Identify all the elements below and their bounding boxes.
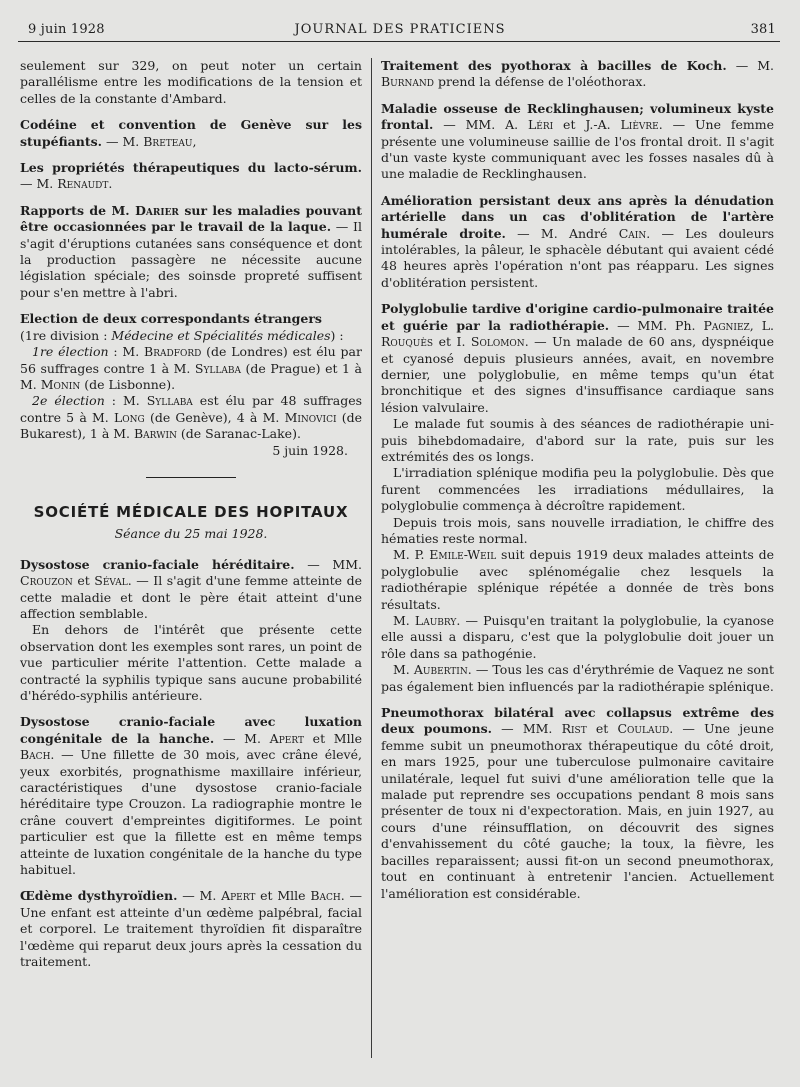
society-heading: SOCIÉTÉ MÉDICALE DES HOPITAUX — [33, 502, 349, 521]
left-column — [20, 58, 362, 981]
entry-pyothorax: Traitement des pyothorax à bacilles de Koch. — M. Burnand prend la défense de l'oléothorax. — [381, 58, 774, 90]
header-rule — [18, 41, 780, 42]
dateline: 5 juin 1928. — [272, 442, 348, 458]
author-name: Renaudt — [57, 176, 109, 192]
entry-recklinghausen: Maladie osseuse de Recklinghausen; volumineux kyste frontal. — MM. A. Léri et J.-A. Lièvre. — Une femme présente une volumineuse saillie de l'os frontal droit. Il s'agit d'un vaste kyste communiquant avec les fosses nasales dû à une maladie de Recklinghausen. — [381, 100, 774, 182]
entry-title: Codéine et convention de Genève sur les stupéfiants. — [20, 117, 362, 149]
entry-darier — [20, 203, 362, 301]
entry-lacto-serum: Les propriétés thérapeutiques du lacto-sérum. — M. Renaudt. — [20, 160, 362, 192]
entry-pneumothorax: Pneumothorax bilatéral avec collapsus extrême des deux poumons. — MM. Rist et Coulaud. — Une jeune femme subit un pneumothorax thérapeutique du côté droit, en mars 1925, pour une tuberculose pulmonaire cavitaire unilatérale, lequel fut suivi d'une amélioration telle que la malade put reprendre ses occupations pendant 8 mois sans présenter de toux ni d'expectoration. Mais, en juin 1927, au cours d'une réinsufflation, on découvrit des signes d'envahissement du côté gauche; la toux, la fièvre, les bacilles reparaissent; aussi fit-on un second pneumothorax, tout en continuant à entretenir l'ancien. Actuellement l'amélioration est considérable. — [381, 705, 774, 901]
entry-title: Rapports de M. Darier sur les maladies pouvant être occasionnées par le travail de la laque. — [20, 202, 362, 235]
section-separator — [146, 477, 236, 478]
entry-text: — Il s'agit d'éruptions cutanées sans conséquence et dont la production passagère ne nécessite aucune législation spéciale; des soinsde propreté suffisent pour s'en mettre à l'abri. — [20, 219, 362, 300]
entry-title: Les propriétés thérapeutiques du lacto-sérum. — [20, 160, 362, 176]
entry-election — [20, 311, 362, 459]
entry-polyglobulie: Polyglobulie tardive d'origine cardio-pulmonaire traitée et guérie par la radiothérapie. — MM. Ph. Pagniez, L. Rouquès et I. Solomon. — Un malade de 60 ans, dyspnéique et cyanosé depuis plusieurs années, avait, en novembre dernier, une polyglobulie, en même temps qu'un état bronchitique et des signes d'insuffisance cardiaque sans lésion valvulaire. Le malade fut soumis à des séances de radiothérapie uni- puis bihebdomadaire, d'abord sur la rate, puis sur les extrémités des os longs. L'irradiation splénique modifia peu la polyglobulie. Dès que furent commencées les irradiations médullaires, la polyglobulie commença à décroître rapidement. Depuis trois mois, sans nouvelle irradiation, le chiffre des hématies reste normal. M. P. Emile-Weil suit depuis 1919 deux malades atteints de polyglobulie avec splénomégalie chez lesquels la radiothérapie splénique répétée a donnée de très bons résultats. M. Laubry. — Puisqu'en traitant la polyglobulie, la cyanose elle aussi a disparu, c'est que la polyglobulie doit jouer un rôle dans sa pathogénie. M. Aubertin. — Tous les cas d'érythrémie de Vaquez ne sont pas également bien influencés par la radiothérapie splénique. — [381, 301, 774, 694]
second-election: 2e élection : M. Syllaba est élu par 48 suffrages contre 5 à M. Long (de Genève), 4 à M. Minovici (de Bukarest), 1 à M. Barwin (de Saranac-Lake). — [20, 393, 363, 442]
entry-dysostose-luxation: Dysostose cranio-faciale avec luxation congénitale de la hanche. — M. Apert et Mlle Bach. — Une fillette de 30 mois, avec crâne élevé, yeux exorbités, prognathisme maxillaire inférieur, caractéristiques d'une dysostose cranio-faciale héréditaire type Crouzon. La radiographie montre le crâne couvert d'empreintes digitiformes. Le point particulier est que la fillette est en même temps atteinte de luxation congénitale de la hanche du type habituel. — [20, 714, 362, 878]
seance-date: Séance du 25 mai 1928. — [114, 526, 268, 542]
running-head — [20, 22, 780, 40]
right-column — [381, 58, 774, 912]
entry-codeine: Codéine et convention de Genève sur les stupéfiants. — M. Breteau, — [20, 117, 362, 149]
entry-dysostose-hereditaire: Dysostose cranio-faciale héréditaire. — MM. Crouzon et Séval. — Il s'agit d'une femme atteinte de cette maladie et dont le père était atteint d'une affection semblable. En dehors de l'intérêt que présente cette observation dont les exemples sont rares, un point de vue particulier mérite l'attention. Cette malade a contracté la syphilis typique sans aucune probabilité d'hérédo-syphilis antérieure. — [20, 556, 362, 703]
author-name: Breteau — [143, 133, 193, 149]
intro-paragraph: seulement sur 329, on peut noter un certain parallélisme entre les modifications de la tension et celles de la constante d'Ambard. — [20, 58, 362, 106]
first-election: 1re élection : M. Bradford (de Londres) est élu par 56 suffrages contre 1 à M. Syllaba (de Prague) et 1 à M. Monin (de Lisbonne). — [20, 344, 362, 392]
column-divider — [371, 58, 372, 1058]
page-number: 381 — [750, 22, 776, 37]
header-date: 9 juin 1928 — [28, 22, 105, 37]
entry-amelioration: Amélioration persistant deux ans après la dénudation artérielle dans un cas d'oblitération de l'artère humérale droite. — M. André Cain. — Les douleurs intolérables, la pâleur, le sphacèle débutant qui avaient cédé 48 heures après l'opération n'ont pas réapparu. Les signes d'oblitération persistent. — [381, 192, 775, 290]
entry-oedeme: Œdème dysthyroïdien. — M. Apert et Mlle Bach. — Une enfant est atteinte d'un œdème palpébral, facial et corporel. Le traitement thyroïdien fit disparaître l'œdème qui reparut deux jours après la cessation du traitement. — [20, 888, 362, 970]
election-heading: Election de deux correspondants étrangers (1re division : Médecine et Spécialités médicales) : — [20, 311, 344, 343]
journal-title: JOURNAL DES PRATICIENS — [294, 22, 506, 37]
